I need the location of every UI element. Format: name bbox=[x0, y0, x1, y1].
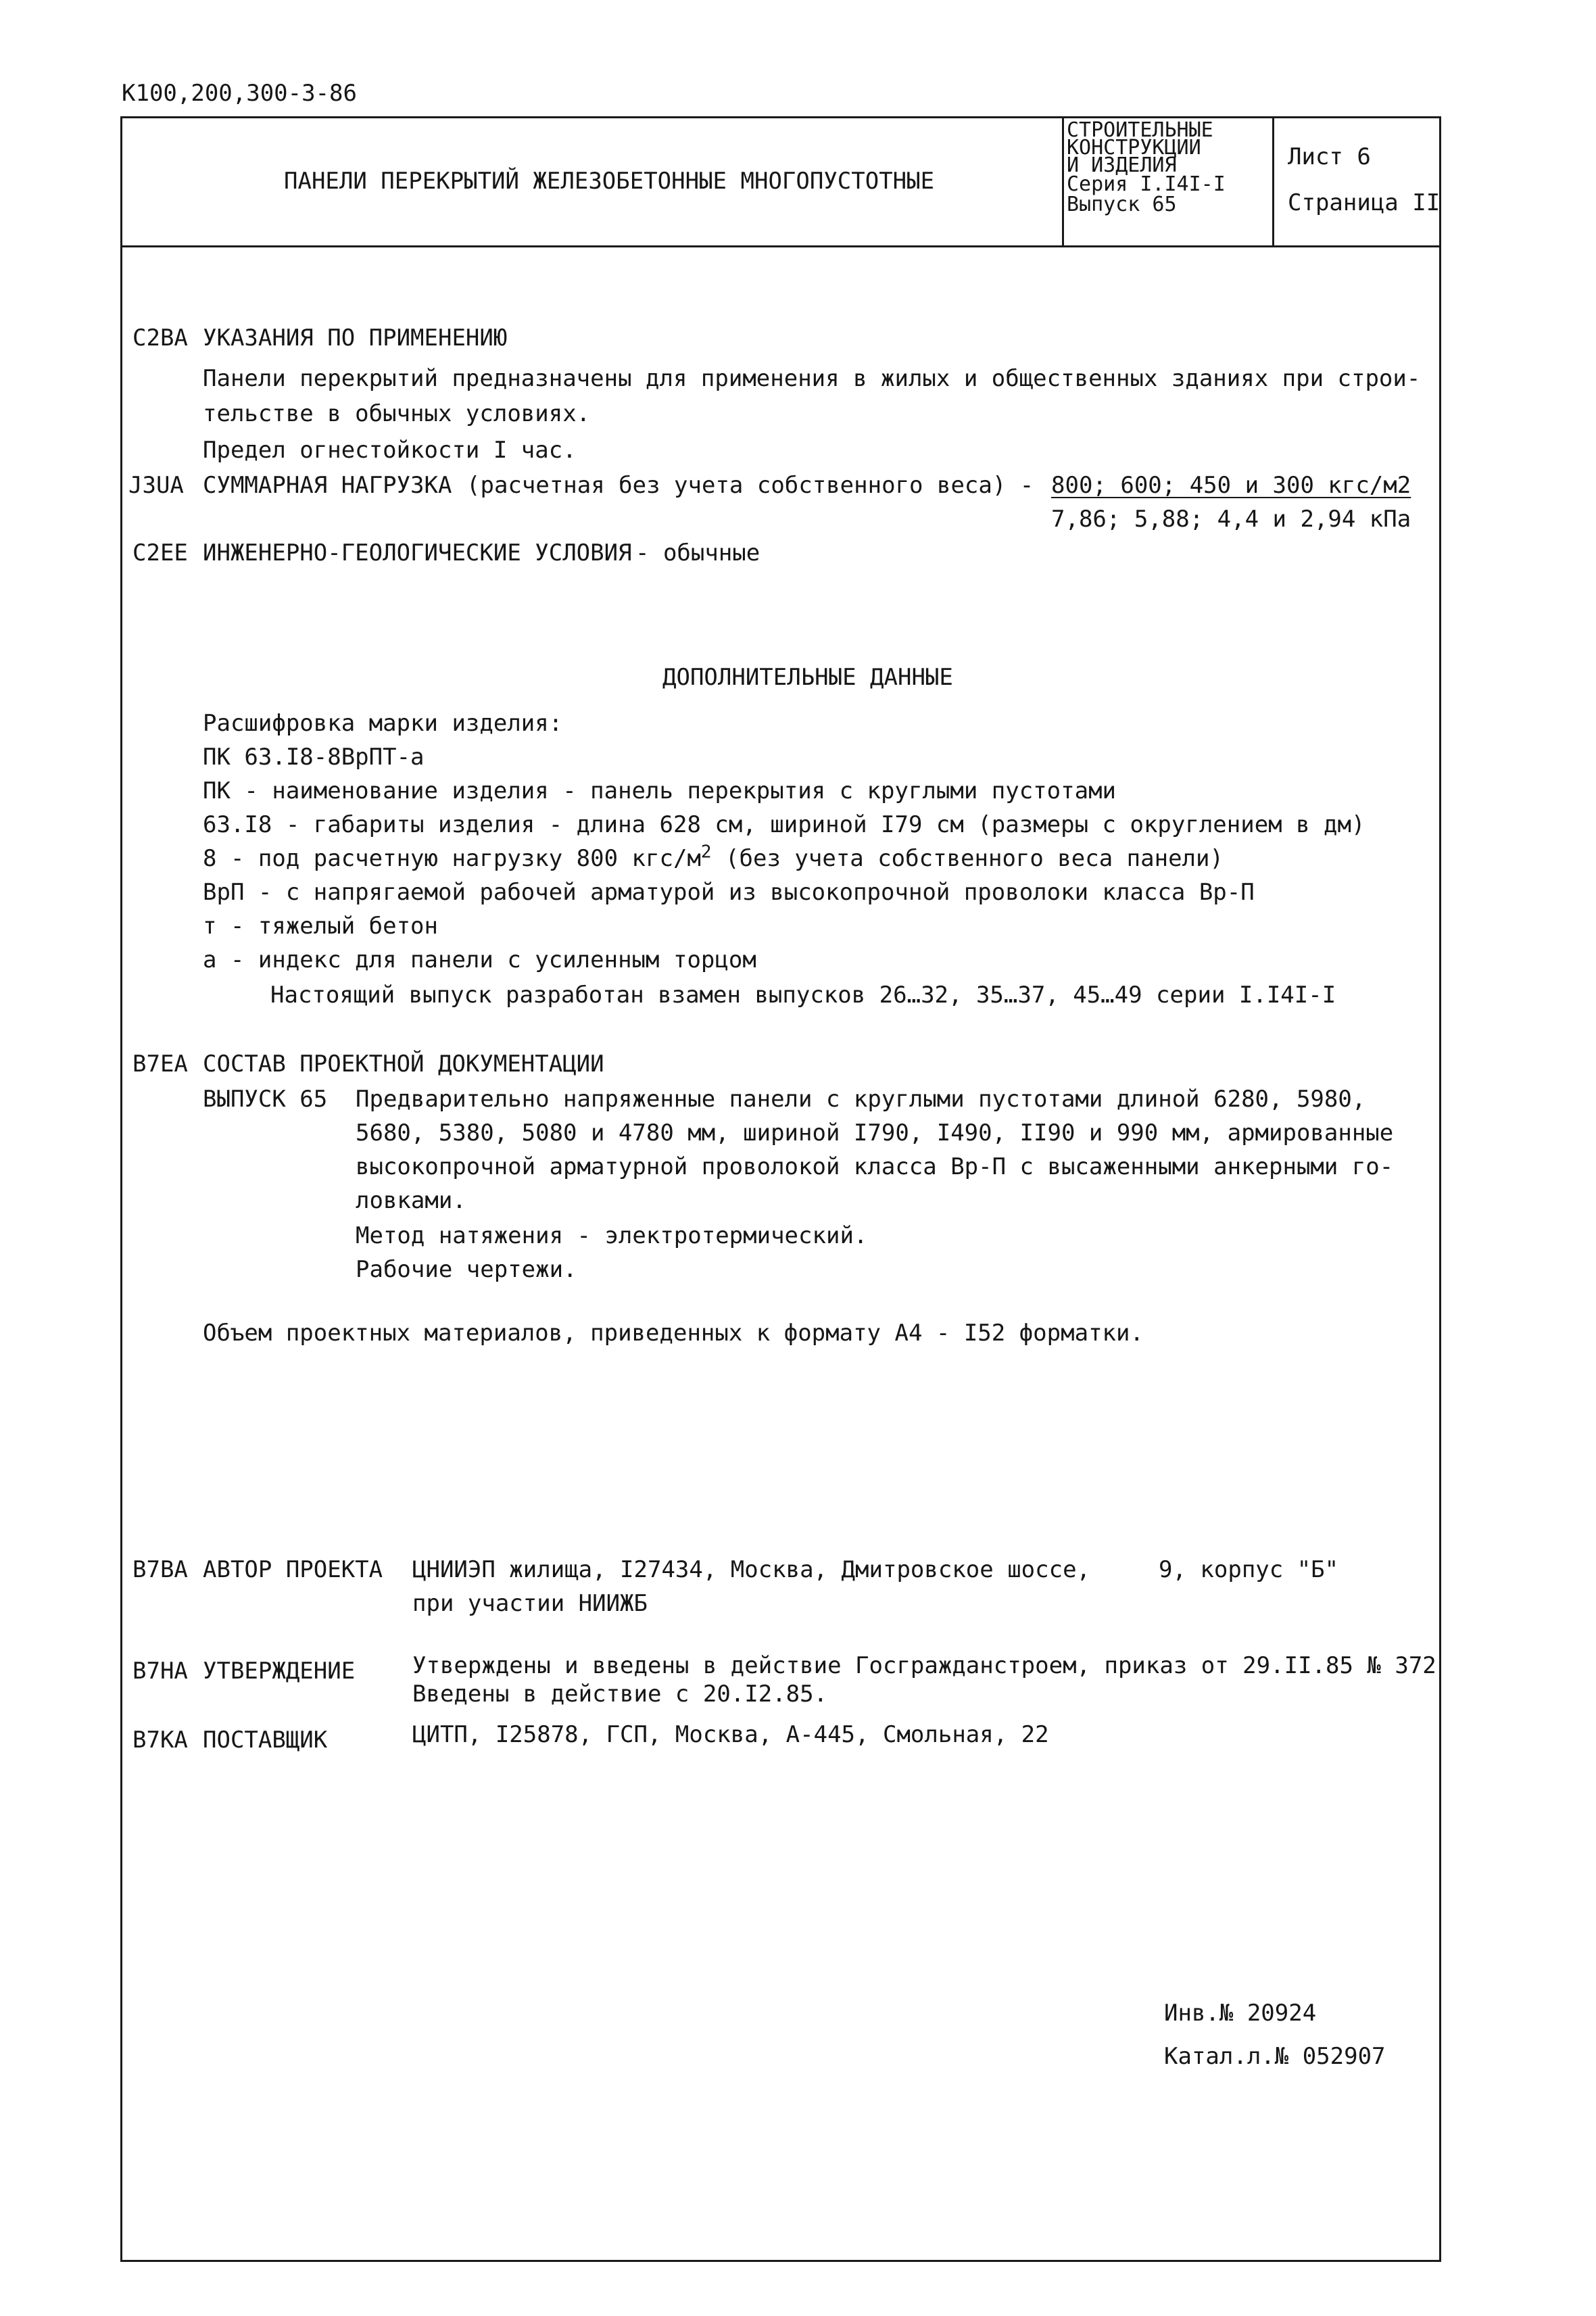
series-line-4: Серия I.I4I-I bbox=[1067, 172, 1226, 196]
author-code: В7ВА bbox=[132, 1556, 188, 1583]
supplier-code: В7КА bbox=[132, 1727, 188, 1754]
geo-code: С2ЕЕ bbox=[132, 539, 188, 566]
inventory-number: Инв.№ 20924 bbox=[1164, 2000, 1317, 2027]
additional-line-8: а - индекс для панели с усиленным торцом bbox=[203, 946, 756, 973]
geo-heading: ИНЖЕНЕРНО-ГЕОЛОГИЧЕСКИЕ УСЛОВИЯ bbox=[203, 539, 632, 566]
additional-line-7: т - тяжелый бетон bbox=[203, 913, 438, 940]
docs-line-6: Рабочие чертежи. bbox=[356, 1256, 577, 1283]
approval-heading: УТВЕРЖДЕНИЕ bbox=[203, 1658, 356, 1685]
load-code: J3UA bbox=[128, 472, 184, 499]
load-values: 800; 600; 450 и 300 кгс/м2 bbox=[1051, 472, 1411, 499]
document-title: ПАНЕЛИ ПЕРЕКРЫТИЙ ЖЕЛЕЗОБЕТОННЫЕ МНОГОПУСТОТНЫЕ bbox=[284, 168, 935, 195]
docs-line-2: 5680, 5380, 5080 и 4780 мм, шириной I790, I490, II90 и 990 мм, армированные bbox=[356, 1119, 1394, 1147]
docs-heading: СОСТАВ ПРОЕКТНОЙ ДОКУМЕНТАЦИИ bbox=[203, 1051, 604, 1078]
supplier-text: ЦИТП, I25878, ГСП, Москва, А-445, Смольная, 22 bbox=[412, 1721, 1049, 1748]
docs-line-4: ловками. bbox=[356, 1187, 466, 1214]
document-code: К100,200,300-3-86 bbox=[122, 80, 357, 107]
additional-line-2: ПК 63.I8-8ВрПТ-а bbox=[203, 744, 425, 771]
docs-line-5: Метод натяжения - электротермический. bbox=[356, 1222, 868, 1249]
load-values-kpa: 7,86; 5,88; 4,4 и 2,94 кПа bbox=[1051, 506, 1411, 533]
author-line-2: при участии НИИЖБ bbox=[412, 1590, 648, 1617]
usage-code: С2ВА bbox=[132, 324, 188, 352]
load-text: (расчетная без учета собственного веса) - bbox=[466, 472, 1034, 499]
series-line-1: СТРОИТЕЛЬНЫЕ bbox=[1067, 118, 1213, 142]
author-line-1: ЦНИИЭП жилища, I27434, Москва, Дмитровское шоссе, bbox=[412, 1556, 1091, 1583]
additional-line-5-main: 8 - под расчетную нагрузку 800 кгс/м bbox=[203, 845, 701, 872]
additional-line-3: ПК - наименование изделия - панель перекрытия с круглыми пустотами bbox=[203, 777, 1117, 804]
docs-code: В7ЕА bbox=[132, 1051, 188, 1078]
series-line-5: Выпуск 65 bbox=[1067, 193, 1177, 216]
additional-line-5-sup: 2 bbox=[700, 842, 712, 863]
approval-code: В7НА bbox=[132, 1658, 188, 1685]
author-line-1-tail: 9, корпус "Б" bbox=[1159, 1556, 1339, 1583]
additional-line-5-tail: (без учета собственного веса панели) bbox=[711, 845, 1224, 872]
docs-line-3: высокопрочной арматурной проволокой класса Вр-П с высаженными анкерными го- bbox=[356, 1153, 1394, 1180]
page-number: Страница II bbox=[1288, 189, 1441, 216]
usage-heading: УКАЗАНИЯ ПО ПРИМЕНЕНИЮ bbox=[203, 324, 508, 352]
additional-heading: ДОПОЛНИТЕЛЬНЫЕ ДАННЫЕ bbox=[662, 664, 953, 691]
docs-volume: Объем проектных материалов, приведенных к формату А4 - I52 форматки. bbox=[203, 1320, 1144, 1347]
title-block-divider-1 bbox=[1062, 116, 1064, 247]
approval-line-2: Введены в действие с 20.I2.85. bbox=[412, 1681, 828, 1708]
approval-line-1: Утверждены и введены в действие Госгражданстроем, приказ от 29.II.85 № 372 bbox=[412, 1652, 1436, 1679]
usage-line-3: Предел огнестойкости I час. bbox=[203, 437, 577, 464]
docs-line-1: Предварительно напряженные панели с круглыми пустотами длиной 6280, 5980, bbox=[356, 1086, 1366, 1113]
usage-line-1: Панели перекрытий предназначены для применения в жилых и общественных зданиях при строи- bbox=[203, 365, 1421, 392]
title-block-divider-2 bbox=[1272, 116, 1274, 247]
additional-line-5 bbox=[203, 844, 1224, 873]
docs-issue: ВЫПУСК 65 bbox=[203, 1086, 328, 1113]
catalog-number: Катал.л.№ 052907 bbox=[1164, 2043, 1386, 2070]
series-line-2: КОНСТРУКЦИИ bbox=[1067, 136, 1201, 160]
series-line-3: И ИЗДЕЛИЯ bbox=[1067, 153, 1177, 177]
author-heading: АВТОР ПРОЕКТА bbox=[203, 1556, 383, 1583]
sheet-number: Лист 6 bbox=[1288, 143, 1371, 170]
supplier-heading: ПОСТАВЩИК bbox=[203, 1727, 328, 1754]
load-heading: СУММАРНАЯ НАГРУЗКА bbox=[203, 472, 452, 499]
usage-line-2: тельстве в обычных условиях. bbox=[203, 400, 591, 427]
additional-line-6: ВрП - с напрягаемой рабочей арматурой из высокопрочной проволоки класса Вр-П bbox=[203, 879, 1255, 906]
geo-text: - обычные bbox=[635, 539, 760, 566]
additional-note: Настоящий выпуск разработан взамен выпусков 26…32, 35…37, 45…49 серии I.I4I-I bbox=[270, 982, 1336, 1009]
additional-line-4: 63.I8 - габариты изделия - длина 628 см, шириной I79 см (размеры с округлением в дм) bbox=[203, 811, 1365, 838]
additional-line-1: Расшифровка марки изделия: bbox=[203, 710, 563, 737]
